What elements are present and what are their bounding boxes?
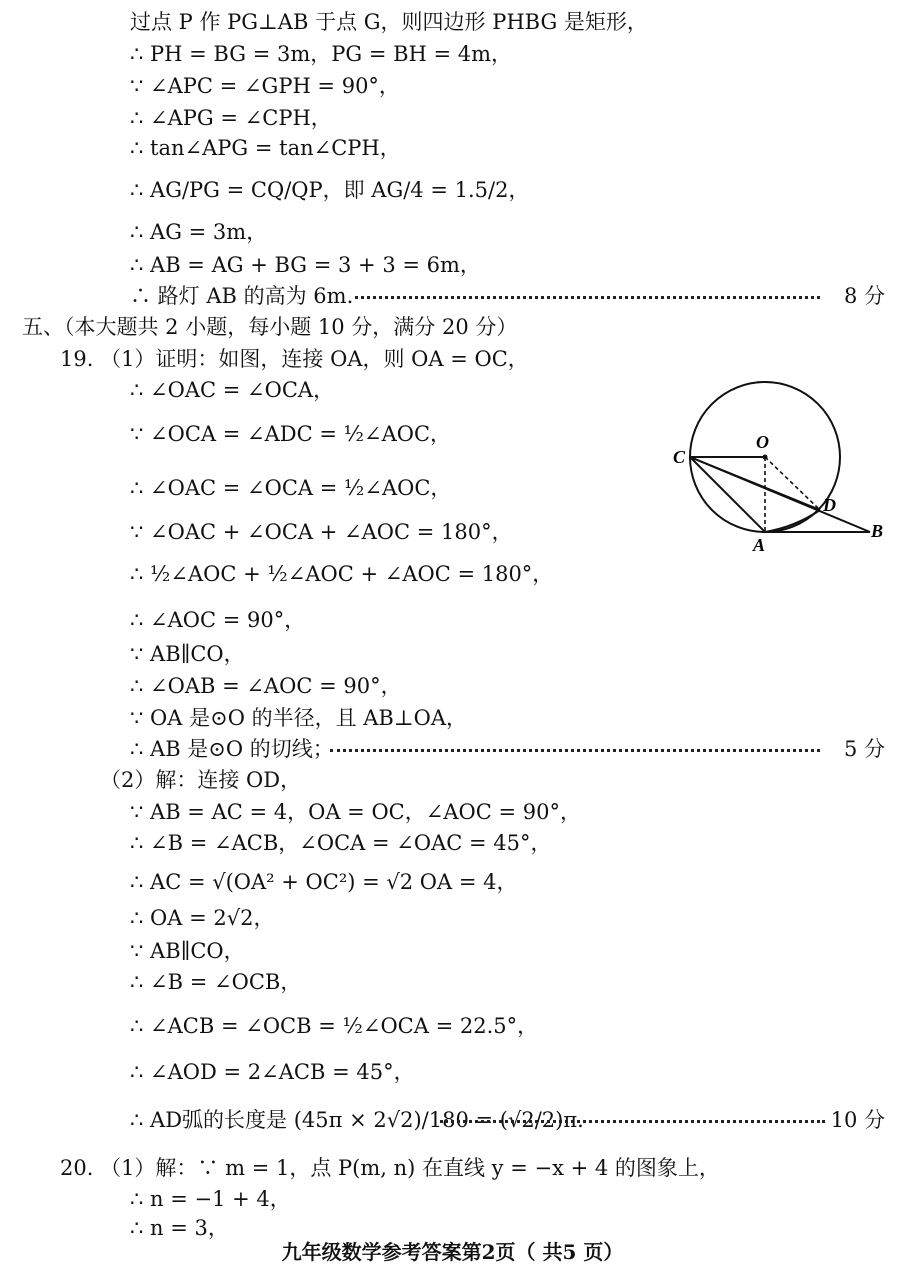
label-o: O: [756, 432, 769, 452]
segment-cb: [690, 457, 870, 532]
label-b: B: [871, 521, 884, 541]
text-line: ∴ ∠OAC = ∠OCA = ½∠AOC，: [130, 476, 452, 500]
label-a: A: [753, 535, 766, 555]
text-line: ∴ OA = 2√2，: [130, 906, 275, 930]
page-footer: 九年级数学参考答案第2页（ 共5 页）: [281, 1240, 624, 1264]
text-line: ∴ ∠AOD = 2∠ACB = 45°，: [130, 1060, 415, 1084]
text-line: ∴ ½∠AOC + ½∠AOC + ∠AOC = 180°，: [130, 562, 554, 586]
center-point: [763, 455, 768, 460]
text-line: ∴ ∠OAB = ∠AOC = 90°，: [130, 674, 402, 698]
geometry-diagram: [665, 375, 900, 570]
text-line: ∴ AB 是⊙O 的切线；: [130, 737, 334, 761]
dot-leader: [330, 746, 820, 752]
score-label: 8 分: [843, 284, 885, 308]
text-line: ∴ ∠ACB = ∠OCB = ½∠OCA = 22.5°，: [130, 1014, 539, 1038]
text-line: ∴ n = 3，: [130, 1216, 229, 1240]
text-line: ∴ ∠B = ∠ACB，∠OCA = ∠OAC = 45°，: [130, 831, 552, 855]
score-label: 5 分: [843, 737, 885, 761]
segment-ca: [690, 457, 765, 532]
text-line: ∵ AB = AC = 4，OA = OC，∠AOC = 90°，: [130, 800, 581, 824]
text-line: ∴ ∠B = ∠OCB，: [130, 970, 302, 994]
text-line: ∴ AG/PG = CQ/QP，即 AG/4 = 1.5/2，: [130, 178, 530, 202]
question-heading: 20. （1）解：∵ m = 1，点 P(m, n) 在直线 y = −x + 4 的图象上，: [60, 1156, 720, 1180]
text-line: ∴ ∠OAC = ∠OCA，: [130, 378, 335, 402]
text-line: ∵ ∠OCA = ∠ADC = ½∠AOC，: [130, 422, 452, 446]
segment-od: [765, 457, 820, 510]
label-c: C: [673, 447, 686, 467]
text-line: ∴ AG = 3m，: [130, 220, 268, 244]
text-line: ∴ PH = BG = 3m，PG = BH = 4m，: [130, 42, 513, 66]
text-line: ∵ AB∥CO，: [130, 939, 245, 963]
text-line: ∴ AD弧的长度是 (45π × 2√2)/180 = (√2/2)π.: [130, 1108, 584, 1132]
dot-leader: [440, 1117, 825, 1123]
text-line: ∴ ∠AOC = 90°，: [130, 608, 306, 632]
arc-ad: [765, 510, 820, 532]
text-line: ∴ 路灯 AB 的高为 6m.: [130, 284, 354, 308]
text-line: ∵ AB∥CO，: [130, 642, 245, 666]
question-heading: 19. （1）证明：如图，连接 OA，则 OA = OC，: [60, 347, 529, 371]
section-heading: 五、（本大题共 2 小题，每小题 10 分，满分 20 分）: [22, 315, 518, 339]
text-line: ∴ ∠APG = ∠CPH，: [130, 106, 332, 130]
text-line: ∴ AC = √(OA² + OC²) = √2 OA = 4，: [130, 870, 518, 894]
score-label: 10 分: [830, 1108, 885, 1132]
text-line: 过点 P 作 PG⊥AB 于点 G，则四边形 PHBG 是矩形，: [130, 10, 648, 34]
text-line: ∴ AB = AG + BG = 3 + 3 = 6m，: [130, 253, 481, 277]
text-line: ∴ tan∠APG = tan∠CPH，: [130, 136, 401, 160]
text-line: ∵ ∠APC = ∠GPH = 90°，: [130, 74, 400, 98]
subquestion-heading: （2）解：连接 OD，: [100, 768, 302, 792]
label-d: D: [823, 495, 836, 515]
text-line: ∴ n = −1 + 4，: [130, 1187, 291, 1211]
text-line: ∵ OA 是⊙O 的半径，且 AB⊥OA，: [130, 706, 467, 730]
dot-leader: [355, 293, 820, 299]
text-line: ∵ ∠OAC + ∠OCA + ∠AOC = 180°，: [130, 520, 513, 544]
